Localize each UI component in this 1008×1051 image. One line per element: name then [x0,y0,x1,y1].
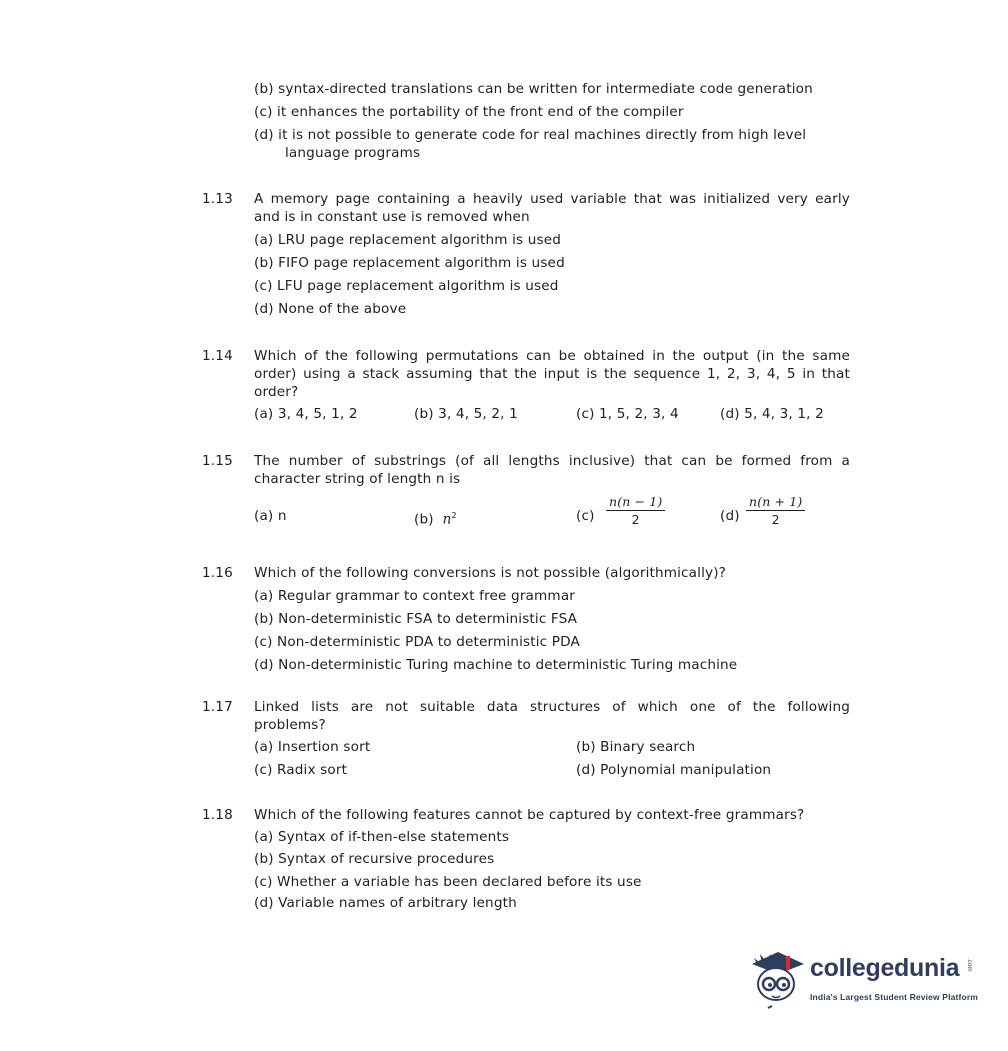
fraction-numerator: n(n − 1) [606,494,665,511]
option-b [414,507,457,529]
prev-option-b: (b) syntax-directed translations can be written for intermediate code generation [254,81,813,97]
question-stem: The number of substrings (of all lengths inclusive) that can be formed from a [254,453,850,469]
prev-option-d: (d) it is not possible to generate code for real machines directly from high level [254,127,807,143]
option-d: (d) Variable names of arbitrary length [254,895,517,911]
question-stem: problems? [254,717,326,733]
option-b-exponent: 2 [451,511,457,520]
option-b: (b) Syntax of recursive procedures [254,851,495,867]
question-stem: Which of the following features cannot be captured by context-free grammars? [254,807,805,823]
option-label: (b) [414,511,434,528]
brand-name: collegedunia [810,954,960,982]
option-b-base: n [442,511,452,528]
option-a: (a) n [254,508,287,524]
collegedunia-logo [748,944,978,1014]
fraction-denominator: 2 [631,512,640,527]
option-b: (b) Non-deterministic FSA to deterministic FSA [254,611,578,627]
option-c: (c) 1, 5, 2, 3, 4 [576,406,679,422]
question-stem: A memory page containing a heavily used variable that was initialized very early [254,191,850,207]
option-c: (c) Radix sort [254,762,348,778]
question-number: 1.18 [202,807,233,823]
question-stem: character string of length n is [254,471,461,487]
brand-tagline: India's Largest Student Review Platform [810,992,978,1002]
option-d: (d) Polynomial manipulation [576,762,772,778]
option-d: (d) Non-deterministic Turing machine to deterministic Turing machine [254,657,738,673]
option-a: (a) Regular grammar to context free grammar [254,588,576,604]
question-stem: Which of the following conversions is not possible (algorithmically)? [254,565,727,581]
question-number: 1.16 [202,565,233,581]
option-b: (b) 3, 4, 5, 2, 1 [414,406,518,422]
prev-option-c: (c) it enhances the portability of the front end of the compiler [254,104,684,120]
option-d: (d) None of the above [254,301,407,317]
option-b: (b) FIFO page replacement algorithm is used [254,255,565,271]
question-number: 1.17 [202,699,233,715]
mascot-icon [748,944,808,1014]
question-number: 1.14 [202,348,233,364]
brand-domain: .com [966,958,972,972]
option-a: (a) Syntax of if-then-else statements [254,829,510,845]
option-d-fraction [746,494,805,529]
question-stem: order) using a stack assuming that the input is the sequence 1, 2, 3, 4, 5 in that [254,366,850,382]
option-c-label: (c) [576,508,595,524]
prev-option-d-cont: language programs [285,145,421,161]
option-a: (a) LRU page replacement algorithm is used [254,232,562,248]
question-stem: Which of the following permutations can be obtained in the output (in the same [254,348,850,364]
question-stem: and is in constant use is removed when [254,209,530,225]
option-a: (a) 3, 4, 5, 1, 2 [254,406,358,422]
question-number: 1.13 [202,191,233,207]
question-number: 1.15 [202,453,233,469]
question-stem: Linked lists are not suitable data structures of which one of the following [254,699,850,715]
option-d: (d) 5, 4, 3, 1, 2 [720,406,824,422]
fraction-denominator: 2 [771,512,780,527]
option-c: (c) LFU page replacement algorithm is used [254,278,559,294]
option-c: (c) Non-deterministic PDA to deterministic PDA [254,634,580,650]
option-c-fraction [606,494,665,529]
option-c: (c) Whether a variable has been declared before its use [254,874,642,890]
option-a: (a) Insertion sort [254,739,371,755]
option-d-label: (d) [720,508,740,524]
question-stem: order? [254,384,299,400]
fraction-numerator: n(n + 1) [746,494,805,511]
option-b: (b) Binary search [576,739,696,755]
